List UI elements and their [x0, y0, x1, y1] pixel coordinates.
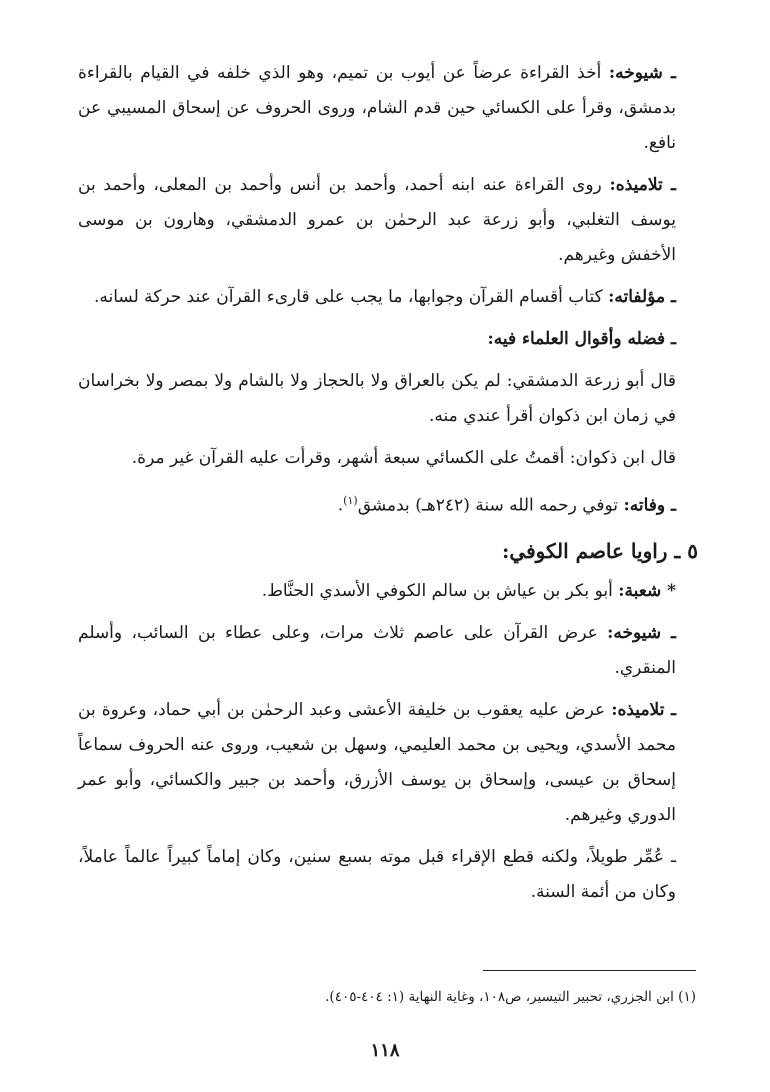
footnote-divider: [483, 970, 696, 971]
text-shuba: أبو بكر بن عياش بن سالم الكوفي الأسدي الحنَّاط.: [261, 580, 619, 601]
label-wafatuhu: ـ وفاته:: [623, 495, 676, 516]
text-shuyukh: أخذ القراءة عرضاً عن أيوب بن تميم، وهو الذي خلفه في القيام بالقراءة بدمشق، وقرأ على الكسائي حين قدم الشام، وروى الحروف عن إسحاق المسيبي عن نافع.: [78, 63, 676, 153]
paragraph-muallafat: [78, 280, 698, 315]
text-ibn-dhakwan: قال ابن ذكوان: أقمتُ على الكسائي سبعة أشهر، وقرأت عليه القرآن غير مرة.: [131, 448, 676, 468]
paragraph-talamidh: [78, 168, 698, 273]
paragraph-shuyukh: [78, 56, 698, 161]
label-shuba-shuyukh: ـ شيوخه:: [607, 622, 676, 643]
footnote: (١) ابن الجزري، تحبير التيسير، ص١٠٨، وغاية النهاية (١: ٤٠٤-٤٠٥).: [325, 989, 696, 1005]
text-wafatuhu: توفي رحمه الله سنة (٢٤٢هـ) بدمشق: [357, 495, 624, 516]
paragraph-shuba: [78, 574, 698, 609]
text-abu-zura: قال أبو زرعة الدمشقي: لم يكن بالعراق ولا بالحجاز ولا بالشام ولا بمصر ولا بخراسان في زمان ابن ذكوان أقرأ عندي منه.: [78, 371, 676, 426]
paragraph-shuba-shuyukh: [78, 616, 698, 686]
label-fadluhu: ـ فضله وأقوال العلماء فيه:: [487, 329, 676, 349]
paragraph-wafatuhu: [78, 483, 698, 524]
label-shuba: * شعبة:: [618, 580, 676, 601]
paragraph-umira: [78, 840, 698, 910]
section-heading: ٥ ـ راويا عاصم الكوفي:: [502, 538, 698, 563]
page-body: [78, 56, 698, 917]
paragraph-ibn-dhakwan: [78, 441, 698, 476]
text-shuba-talamidh: عرض عليه يعقوب بن خليفة الأعشى وعبد الرحمٰن بن أبي حماد، وعروة بن محمد الأسدي، ويحيى بن محمد العليمي، وسهل بن شعيب، وروى عنه الحروف سماعاً إسحاق بن عيسى، وإسحاق بن يوسف الأزرق، وأحمد بن جبير والكسائي، وأبو عمر الدوري وغيرهم.: [78, 699, 676, 825]
text-umira: ـ عُمِّر طويلاً، ولكنه قطع الإقراء قبل موته بسبع سنين، وكان إماماً كبيراً عالماً عاملاً، وكان من أئمة السنة.: [78, 846, 676, 902]
label-talamidh: ـ تلاميذه:: [609, 175, 676, 195]
page-number: ١١٨: [370, 1040, 400, 1061]
text-talamidh: روى القراءة عنه ابنه أحمد، وأحمد بن أنس وأحمد بن المعلى، وأحمد بن يوسف التغلبي، وأبو زرعة عبد الرحمٰن بن عمرو الدمشقي، وهارون بن موسى الأخفش وغيرهم.: [78, 175, 676, 265]
paragraph-shuba-talamidh: [78, 693, 698, 833]
paragraph-abu-zura: [78, 364, 698, 434]
paragraph-fadluhu: [78, 322, 698, 357]
text-wafatuhu-tail: .: [337, 495, 344, 516]
footnote-ref: (١): [343, 494, 358, 507]
label-shuba-talamidh: ـ تلاميذه:: [611, 699, 676, 720]
label-muallafat: ـ مؤلفاته:: [608, 287, 676, 307]
text-shuba-shuyukh: عرض القرآن على عاصم ثلاث مرات، وعلى عطاء بن السائب، وأسلم المنقري.: [78, 622, 676, 678]
label-shuyukh: ـ شيوخه:: [608, 63, 676, 83]
text-muallafat: كتاب أقسام القرآن وجوابها، ما يجب على قارىء القرآن عند حركة لسانه.: [94, 287, 609, 307]
